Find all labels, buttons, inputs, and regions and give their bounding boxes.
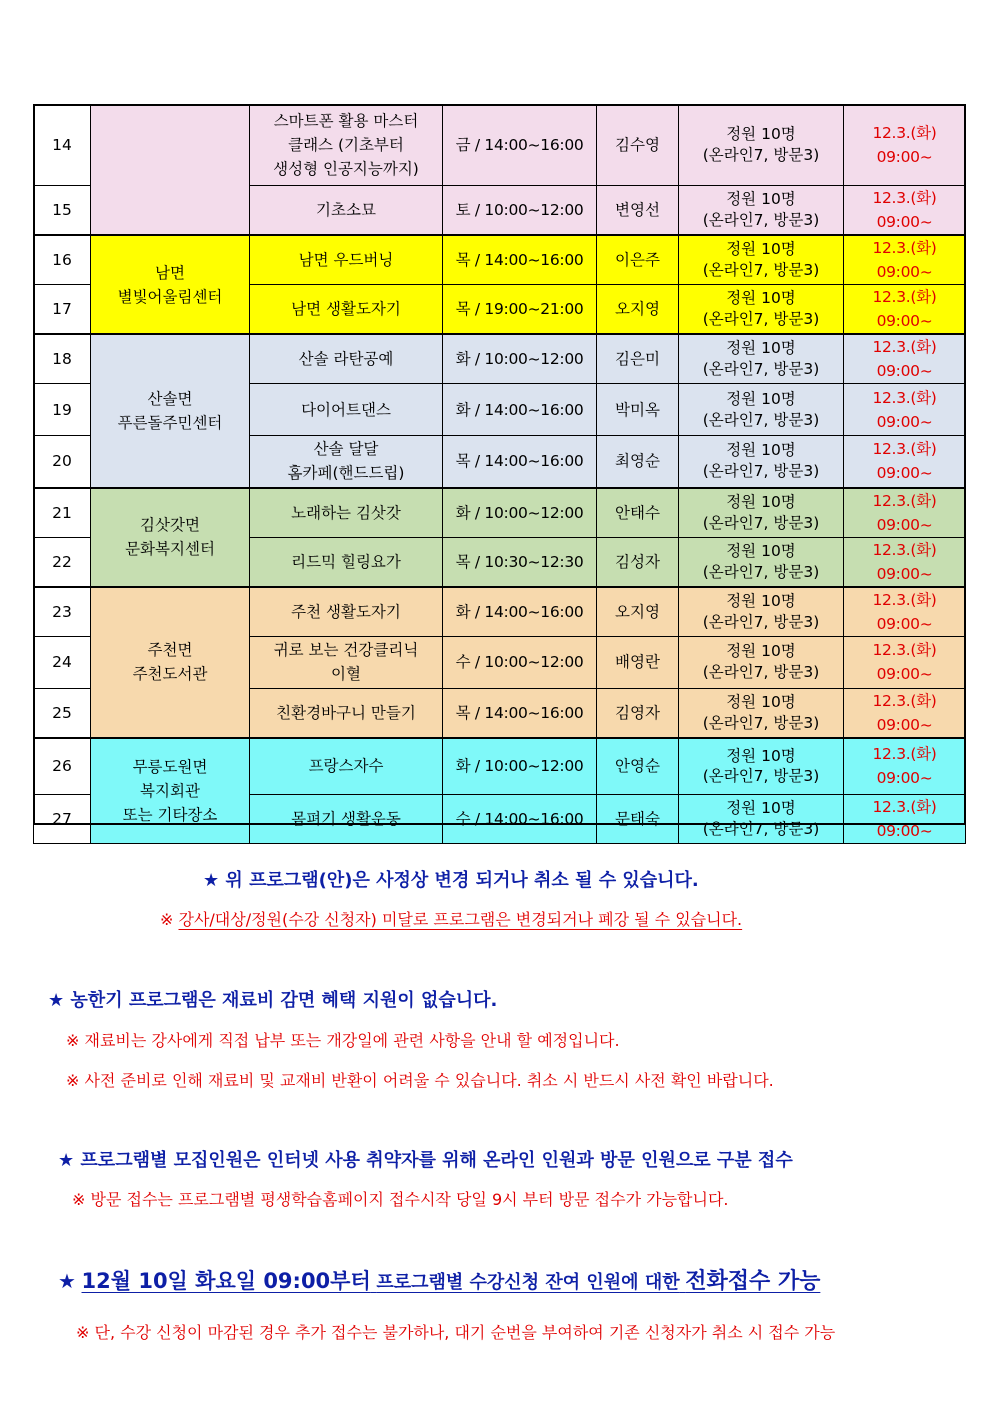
row-number: 17 [34, 285, 91, 335]
schedule-time: 목 / 10:30~12:30 [443, 537, 597, 587]
star-icon: ★ [58, 1150, 75, 1171]
row-number: 15 [34, 185, 91, 235]
registration-start: 12.3.(화) 09:00~ [844, 436, 966, 488]
capacity: 정원 10명 (온라인7, 방문3) [679, 285, 844, 335]
capacity: 정원 10명 (온라인7, 방문3) [679, 334, 844, 384]
schedule-time: 화 / 10:00~12:00 [443, 334, 597, 384]
star-icon: ★ [48, 990, 65, 1011]
instructor-name: 문태숙 [597, 795, 679, 844]
program-title: 주천 생활도자기 [250, 587, 443, 637]
instructor-name: 김은미 [597, 334, 679, 384]
notice-phone-text [81, 1269, 821, 1294]
row-number: 14 [34, 105, 91, 185]
venue-cell: 남면 별빛어울림센터 [91, 235, 250, 334]
reference-mark-icon: ※ [72, 1190, 86, 1209]
notice-change-text: 위 프로그램(안)은 사정상 변경 되거나 취소 될 수 있습니다. [225, 870, 699, 891]
venue-cell: 산솔면 푸른돌주민센터 [91, 334, 250, 488]
capacity: 정원 10명 (온라인7, 방문3) [679, 488, 844, 538]
row-number: 23 [34, 587, 91, 637]
schedule-time: 목 / 14:00~16:00 [443, 235, 597, 285]
notice-recruit [58, 1146, 793, 1172]
notice-phone-strong: 전화접수 가능 [685, 1269, 821, 1294]
schedule-time: 수 / 14:00~16:00 [443, 795, 597, 844]
notice-cancel-text: 강사/대상/정원(수강 신청자) 미달로 프로그램은 변경되거나 폐강 될 수 있습니다. [178, 910, 743, 929]
program-title: 프랑스자수 [250, 738, 443, 795]
capacity: 정원 10명 (온라인7, 방문3) [679, 235, 844, 285]
row-number: 25 [34, 688, 91, 738]
notice-recruit-text: 프로그램별 모집인원은 인터넷 사용 취약자를 위해 온라인 인원과 방문 인원으로 구분 접수 [80, 1150, 793, 1171]
schedule-time: 화 / 14:00~16:00 [443, 384, 597, 436]
schedule-time: 금 / 14:00~16:00 [443, 105, 597, 185]
star-icon: ★ [203, 870, 220, 891]
venue-cell: 김삿갓면 문화복지센터 [91, 488, 250, 587]
program-title: 산솔 라탄공예 [250, 334, 443, 384]
program-title: 남면 우드버닝 [250, 235, 443, 285]
notice-visit-text: 방문 접수는 프로그램별 평생학습홈페이지 접수시작 당일 9시 부터 방문 접수가 가능합니다. [90, 1190, 729, 1209]
capacity: 정원 10명 (온라인7, 방문3) [679, 688, 844, 738]
reference-mark-icon: ※ [76, 1323, 90, 1342]
program-title: 다이어트댄스 [250, 384, 443, 436]
row-number: 18 [34, 334, 91, 384]
instructor-name: 변영선 [597, 185, 679, 235]
table-row [34, 235, 966, 285]
registration-start: 12.3.(화) 09:00~ [844, 795, 966, 844]
table-row [34, 105, 966, 185]
notice-material-refund-text: 사전 준비로 인해 재료비 및 교재비 반환이 어려울 수 있습니다. 취소 시 반드시 사전 확인 바랍니다. [84, 1071, 774, 1090]
capacity: 정원 10명 (온라인7, 방문3) [679, 587, 844, 637]
program-title: 리드믹 힐링요가 [250, 537, 443, 587]
venue-cell: 주천면 주천도서관 [91, 587, 250, 738]
registration-start: 12.3.(화) 09:00~ [844, 384, 966, 436]
registration-start: 12.3.(화) 09:00~ [844, 285, 966, 335]
schedule-time: 토 / 10:00~12:00 [443, 185, 597, 235]
capacity: 정원 10명 (온라인7, 방문3) [679, 185, 844, 235]
capacity: 정원 10명 (온라인7, 방문3) [679, 795, 844, 844]
program-table [33, 104, 966, 844]
schedule-time: 수 / 10:00~12:00 [443, 636, 597, 688]
instructor-name: 배영란 [597, 636, 679, 688]
capacity: 정원 10명 (온라인7, 방문3) [679, 636, 844, 688]
instructor-name: 이은주 [597, 235, 679, 285]
reference-mark-icon: ※ [66, 1031, 80, 1050]
registration-start: 12.3.(화) 09:00~ [844, 105, 966, 185]
registration-start: 12.3.(화) 09:00~ [844, 688, 966, 738]
row-number: 21 [34, 488, 91, 538]
reference-mark-icon: ※ [66, 1071, 80, 1090]
instructor-name: 오지영 [597, 285, 679, 335]
row-number: 16 [34, 235, 91, 285]
notice-phone-date: 12월 10일 화요일 09:00부터 [81, 1269, 371, 1293]
capacity: 정원 10명 (온라인7, 방문3) [679, 436, 844, 488]
instructor-name: 박미옥 [597, 384, 679, 436]
program-title: 기초소묘 [250, 185, 443, 235]
notice-change [203, 866, 699, 892]
notice-waitlist [76, 1320, 835, 1343]
table-row [34, 334, 966, 384]
table-row [34, 488, 966, 538]
notice-waitlist-text: 단, 수강 신청이 마감된 경우 추가 접수는 불가하나, 대기 순번을 부여하여 기존 신청자가 취소 시 접수 가능 [94, 1323, 836, 1342]
notice-material-refund [66, 1068, 774, 1091]
schedule-time: 화 / 14:00~16:00 [443, 587, 597, 637]
row-number: 20 [34, 436, 91, 488]
instructor-name: 안영순 [597, 738, 679, 795]
schedule-time: 화 / 10:00~12:00 [443, 488, 597, 538]
notice-material-pay-text: 재료비는 강사에게 직접 납부 또는 개강일에 관련 사항을 안내 할 예정입니다. [84, 1031, 620, 1050]
instructor-name: 최영순 [597, 436, 679, 488]
registration-start: 12.3.(화) 09:00~ [844, 738, 966, 795]
program-title: 남면 생활도자기 [250, 285, 443, 335]
capacity: 정원 10명 (온라인7, 방문3) [679, 738, 844, 795]
notice-material-text: 농한기 프로그램은 재료비 감면 혜택 지원이 없습니다. [70, 990, 498, 1011]
registration-start: 12.3.(화) 09:00~ [844, 235, 966, 285]
program-title: 산솔 달달 홈카페(핸드드립) [250, 436, 443, 488]
notice-material-pay [66, 1028, 620, 1051]
schedule-time: 화 / 10:00~12:00 [443, 738, 597, 795]
schedule-time: 목 / 14:00~16:00 [443, 688, 597, 738]
row-number: 24 [34, 636, 91, 688]
registration-start: 12.3.(화) 09:00~ [844, 537, 966, 587]
instructor-name: 오지영 [597, 587, 679, 637]
schedule-time: 목 / 14:00~16:00 [443, 436, 597, 488]
star-icon: ★ [58, 1269, 76, 1293]
table-row [34, 738, 966, 795]
instructor-name: 김성자 [597, 537, 679, 587]
reference-mark-icon: ※ [160, 910, 174, 929]
program-title: 노래하는 김삿갓 [250, 488, 443, 538]
row-number: 19 [34, 384, 91, 436]
instructor-name: 김영자 [597, 688, 679, 738]
program-title: 귀로 보는 건강클리닉 이혈 [250, 636, 443, 688]
capacity: 정원 10명 (온라인7, 방문3) [679, 537, 844, 587]
notice-phone-mid: 프로그램별 수강신청 잔여 인원에 대한 [376, 1272, 680, 1293]
row-number: 27 [34, 795, 91, 844]
registration-start: 12.3.(화) 09:00~ [844, 334, 966, 384]
table-row [34, 587, 966, 637]
program-title: 친환경바구니 만들기 [250, 688, 443, 738]
registration-start: 12.3.(화) 09:00~ [844, 185, 966, 235]
notice-cancel [160, 907, 742, 930]
program-title: 스마트폰 활용 마스터 클래스 (기초부터 생성형 인공지능까지) [250, 105, 443, 185]
row-number: 22 [34, 537, 91, 587]
program-title: 몸펴기 생활운동 [250, 795, 443, 844]
registration-start: 12.3.(화) 09:00~ [844, 636, 966, 688]
venue-cell: 무릉도원면 복지회관 또는 기타장소 [91, 738, 250, 844]
notice-material [48, 986, 497, 1012]
venue-cell [91, 105, 250, 235]
instructor-name: 안태수 [597, 488, 679, 538]
instructor-name: 김수영 [597, 105, 679, 185]
schedule-time: 목 / 19:00~21:00 [443, 285, 597, 335]
capacity: 정원 10명 (온라인7, 방문3) [679, 384, 844, 436]
program-table-body [34, 105, 966, 844]
notice-visit [72, 1187, 729, 1210]
row-number: 26 [34, 738, 91, 795]
registration-start: 12.3.(화) 09:00~ [844, 587, 966, 637]
notice-phone [58, 1264, 820, 1295]
registration-start: 12.3.(화) 09:00~ [844, 488, 966, 538]
capacity: 정원 10명 (온라인7, 방문3) [679, 105, 844, 185]
